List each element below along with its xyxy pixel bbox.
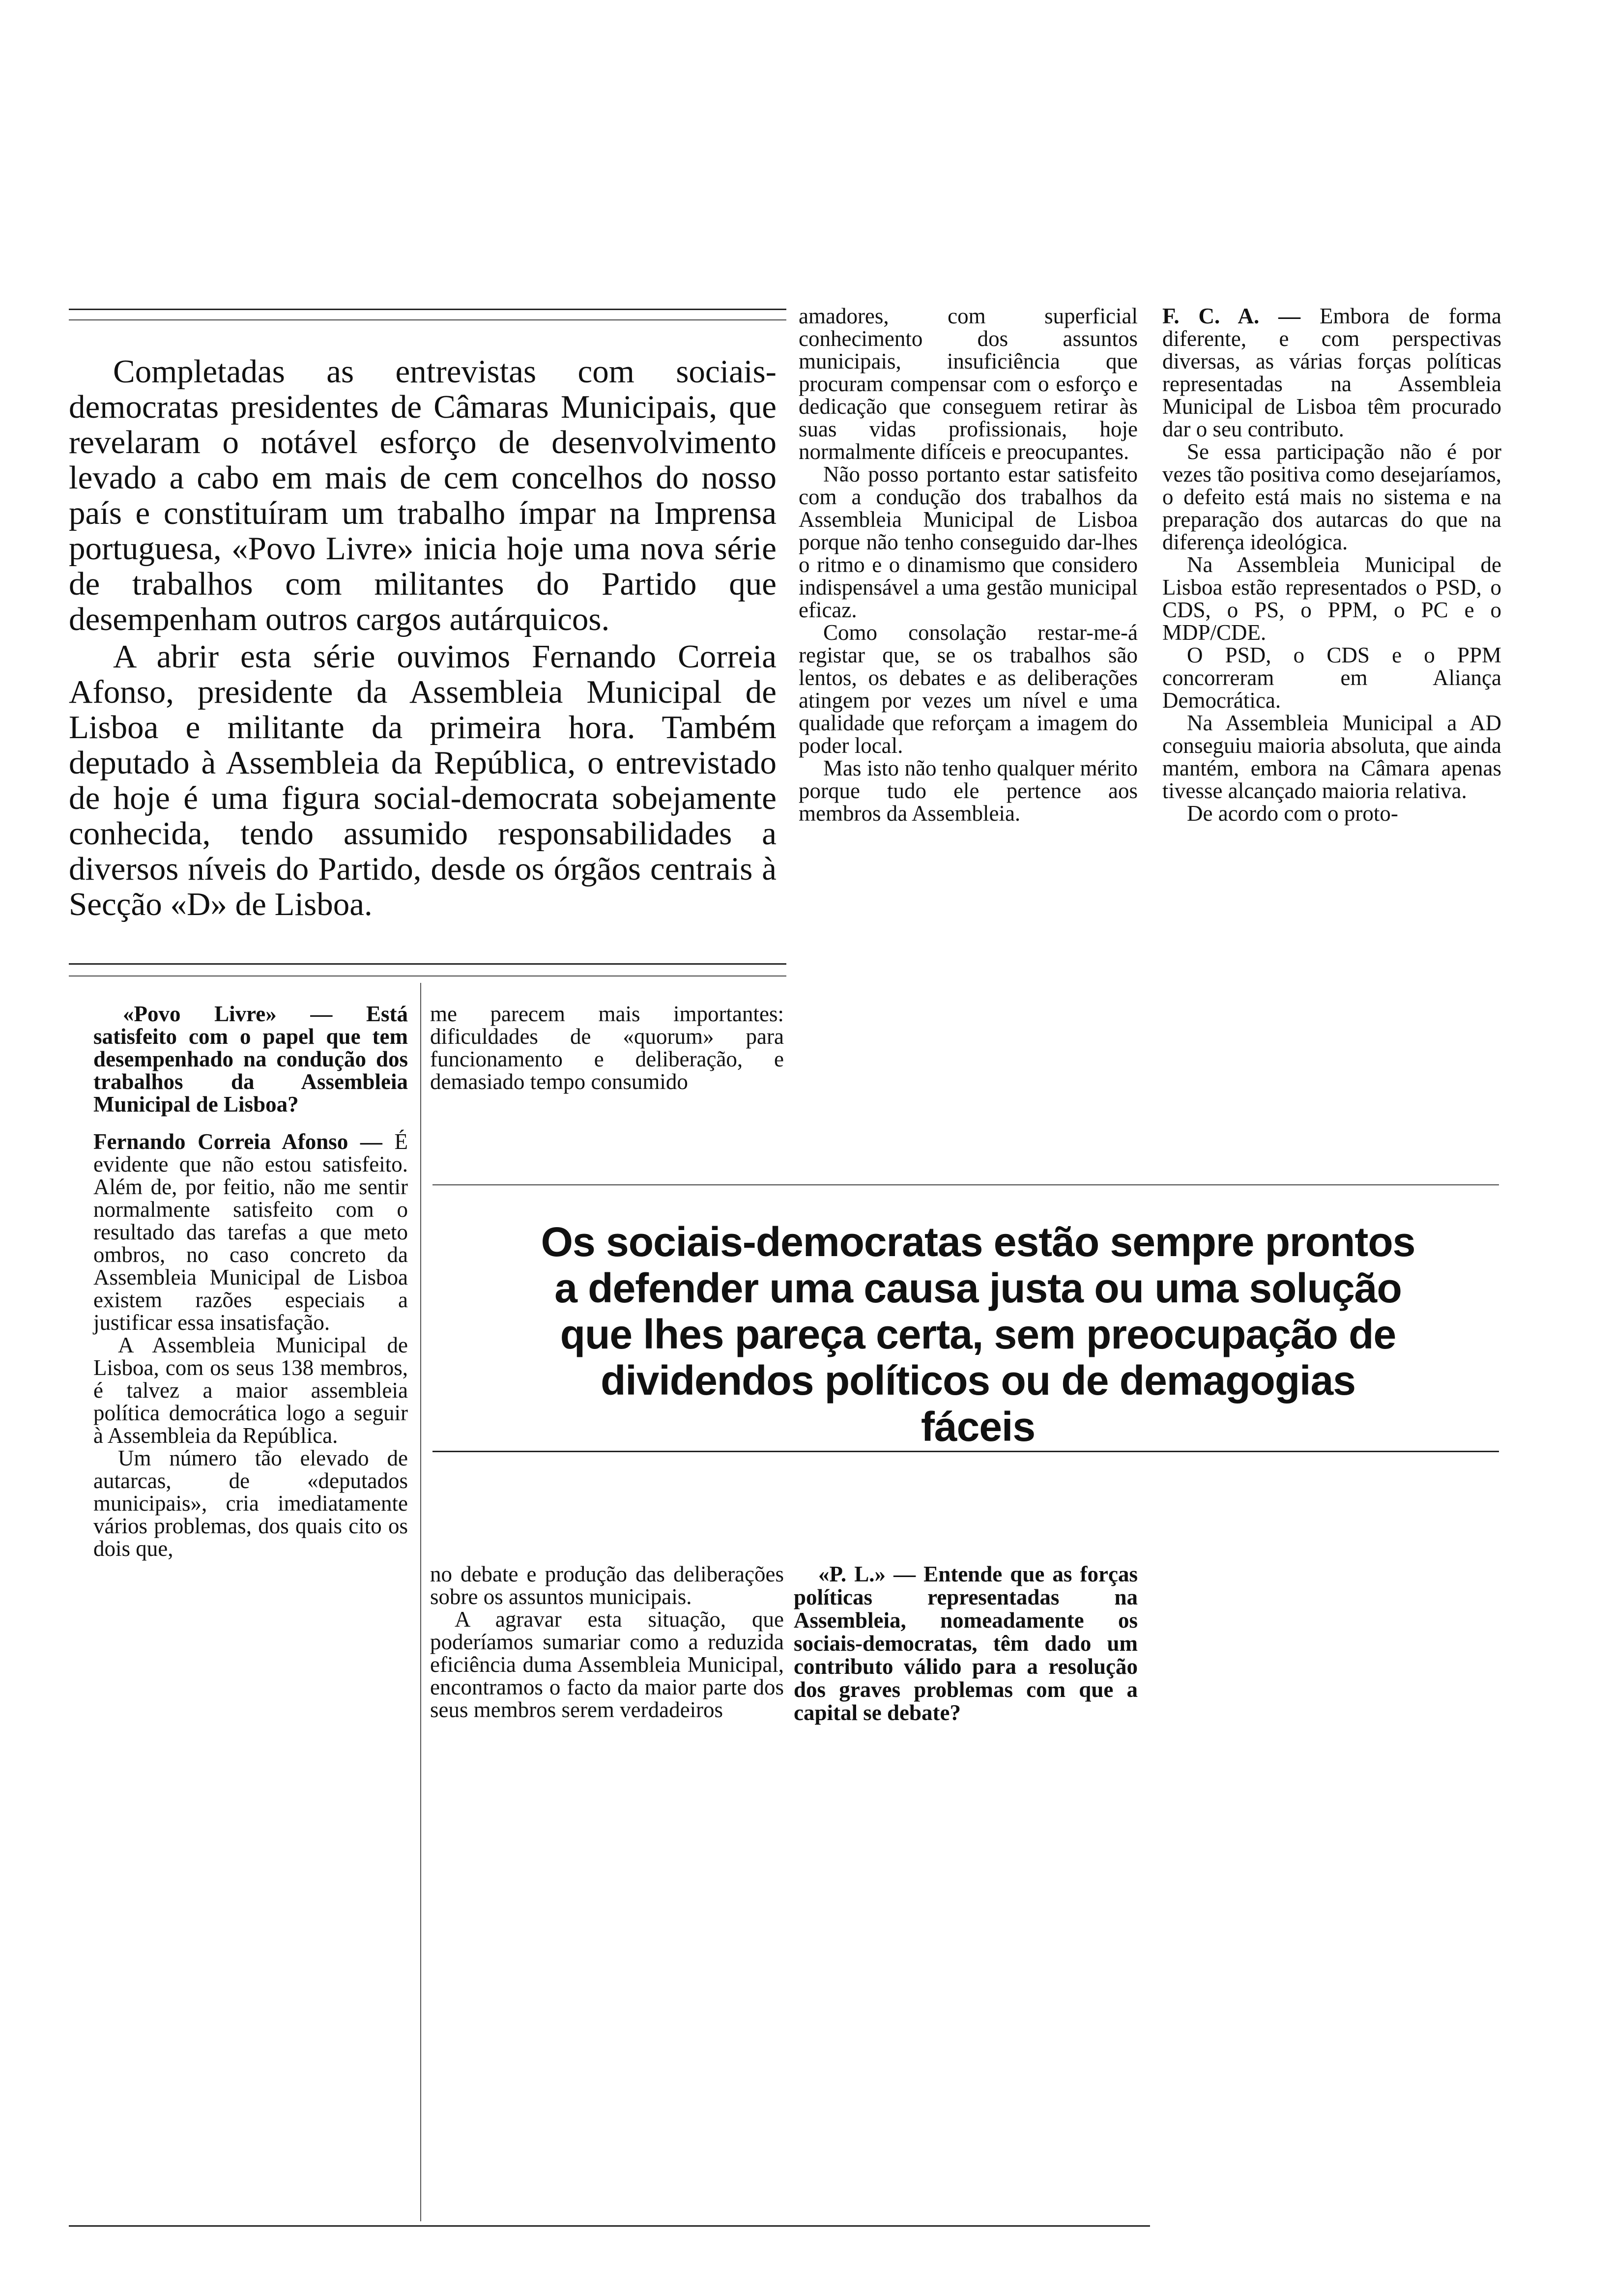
headline-line-2: a defender uma causa justa ou uma solução [554,1265,1402,1311]
column-4 [1162,305,1501,825]
question-2-text: «P. L.» — Entende que as forças políticas representadas na Assembleia, nomeadamente os sociais-democratas, têm dado um contributo válido para a resolução dos graves problemas com que a capital se debate? [794,1562,1138,1725]
intro-bottom-rule [69,963,786,965]
answer-1-third: Um número tão elevado de autarcas, de «deputados municipais», cria imediatamente vários problemas, dos quais cito os dois que, [93,1446,408,1561]
column-2-top [430,1003,784,1093]
bottom-rule [69,2225,1150,2227]
question-2 [794,1563,1138,1724]
column-3 [799,305,1138,825]
headline-bottom-rule [432,1451,1499,1452]
column-3-p1: amadores, com superficial conhecimento dos assuntos municipais, insuficiência que procuram compensar com o esforço e dedicação que conseguem retirar às suas vidas profissionais, hoje normalmente difíceis e preocupantes. [799,304,1138,464]
answer-1-second: A Assembleia Municipal de Lisboa, com os seus 138 membros, é talvez a maior assembleia política democrática logo a seguir à Assembleia da República. [93,1333,408,1448]
intro-paragraph-2: A abrir esta série ouvimos Fernando Correia Afonso, presidente da Assembleia Municipal de Lisboa e militante da primeira hora. Também deputado à Assembleia da República, o entrevistado de hoje é uma figura social-democrata sobejamente conhecida, tendo assumido responsabilidades a diversos níveis do Partido, desde os órgãos centrais à Secção «D» de Lisboa. [69,638,777,922]
column-2-bottom-second: A agravar esta situação, que poderíamos sumariar como a reduzida eficiência duma Assembleia Municipal, encontramos o facto da maior parte dos seus membros serem verdadeiros [430,1607,784,1722]
headline-line-1: Os sociais-democratas estão sempre prontos [541,1219,1415,1265]
pull-quote-headline [472,1219,1484,1450]
column-2-top-text: me parecem mais importantes: dificuldades de «quorum» para funcionamento e deliberação, e demasiado tempo consumido [430,1002,784,1094]
headline-line-4: dividendos políticos ou de demagogias [601,1357,1355,1404]
speaker-label-2: F. C. A. — [1162,304,1301,328]
headline-top-rule [432,1184,1499,1185]
intro [69,354,777,922]
top-rule-2 [69,319,786,320]
column-4-p1 [1162,305,1501,440]
column-divider-1 [420,983,421,2221]
headline-line-3: que lhes pareça certa, sem preocupação de [560,1311,1396,1357]
question-1: «Povo Livre» — Está satisfeito com o papel que tem desempenhado na condução dos trabalhos da Assembleia Municipal de Lisboa? [93,1002,408,1117]
column-4-p6: De acordo com o proto- [1187,801,1398,826]
column-2-bottom-first: no debate e produção das deliberações sobre os assuntos municipais. [430,1562,784,1609]
column-3-p3: Como consolação restar-me-á registar que, se os trabalhos são lentos, os debates e as deliberações atingem por vezes um nível e uma qualidade que reforçam a imagem do poder local. [799,620,1138,758]
column-2-bottom [430,1563,784,1721]
speaker-label: Fernando Correia Afonso — [93,1129,382,1154]
column-4-p5: Na Assembleia Municipal a AD conseguiu maioria absoluta, que ainda mantém, embora na Câmara apenas tivesse alcançado maioria relativa. [1162,711,1501,803]
headline-line-5: fáceis [921,1404,1036,1450]
column-4-p3: Na Assembleia Municipal de Lisboa estão representados o PSD, o CDS, o PS, o PPM, o PC e o MDP/CDE. [1162,552,1501,645]
column-4-p2: Se essa participação não é por vezes tão positiva como desejaríamos, o defeito está mais no sistema e na preparação dos autarcas do que na diferença ideológica. [1162,439,1501,554]
top-rule [69,309,786,310]
column-3-p4: Mas isto não tenho qualquer mérito porque tudo ele pertence aos membros da Assembleia. [799,756,1138,826]
answer-1-first [93,1130,408,1334]
column-3-p2: Não posso portanto estar satisfeito com a condução dos trabalhos da Assembleia Municipal de Lisboa porque não tenho conseguido dar-lhes o ritmo e o dinamismo que considero indispensável a uma gestão municipal eficaz. [799,462,1138,622]
column-4-p4: O PSD, o CDS e o PPM concorreram em Aliança Democrática. [1162,643,1501,713]
column-4-p1-text: Embora de forma diferente, e com perspectivas diversas, as várias forças políticas representadas na Assembleia Municipal de Lisboa têm procurado dar o seu contributo. [1162,304,1502,441]
answer-1-first-text: É evidente que não estou satisfeito. Além de, por feitio, não me sentir normalmente satisfeito com o resultado das tarefas a que meto ombros, no caso concreto da Assembleia Municipal de Lisboa existem razões especiais a justificar essa insatisfação. [93,1129,408,1335]
column-1 [93,1003,408,1560]
intro-paragraph-1: Completadas as entrevistas com sociais-democratas presidentes de Câmaras Municipais, que revelaram o notável esforço de desenvolvimento levado a cabo em mais de cem concelhos do nosso país e constituíram um trabalho ímpar na Imprensa portuguesa, «Povo Livre» inicia hoje uma nova série de trabalhos com militantes do Partido que desempenham outros cargos autárquicos. [69,353,777,637]
